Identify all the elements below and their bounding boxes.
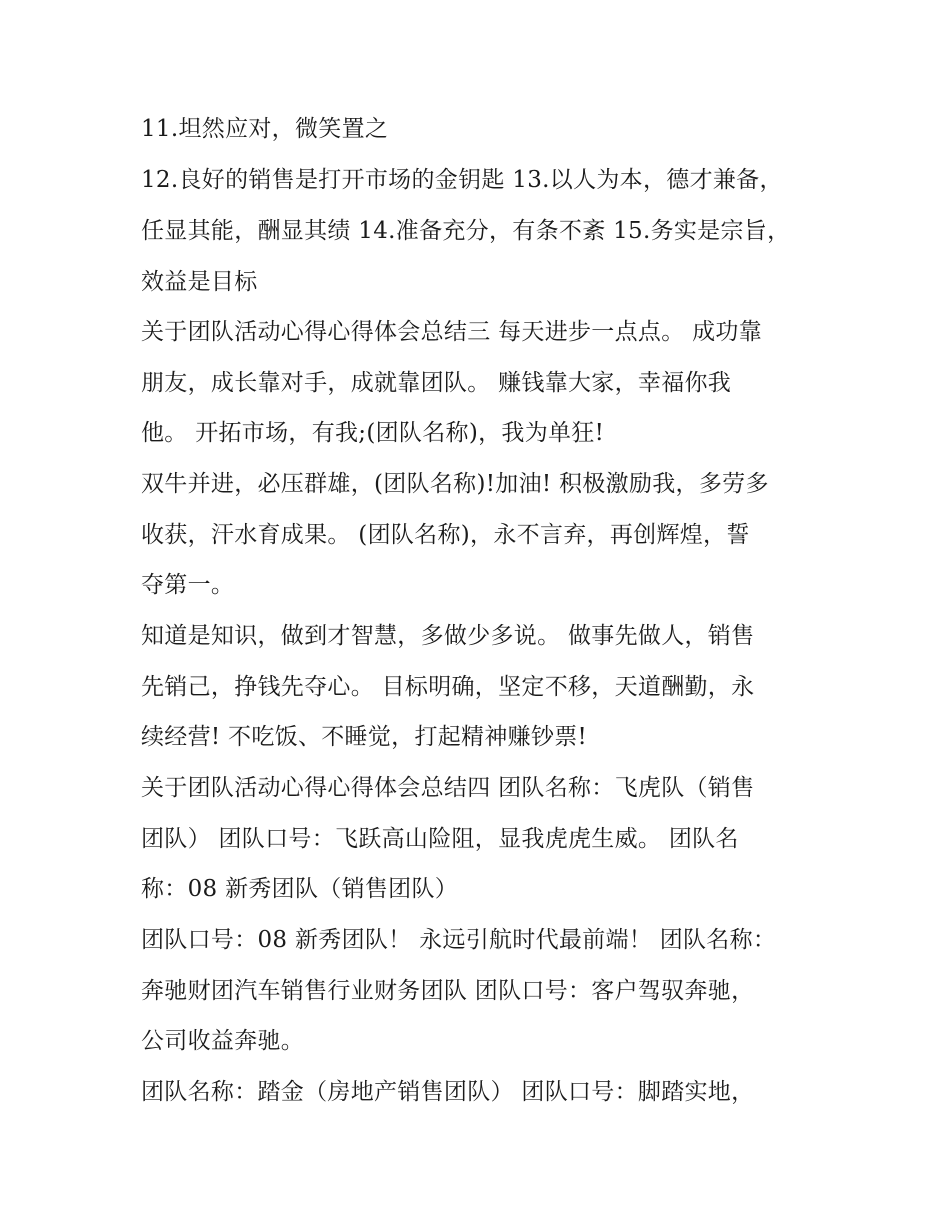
text-line: 任显其能，酬显其绩 14.准备充分，有条不紊 15.务实是宗旨， <box>141 218 791 244</box>
text-line: 11.坦然应对，微笑置之 <box>141 116 389 142</box>
text-line: 他。 开拓市场，有我;(团队名称)，我为单狂! <box>141 420 605 446</box>
text-line: 夺第一。 <box>141 572 235 598</box>
text-line: 朋友，成长靠对手，成就靠团队。 赚钱靠大家，幸福你我 <box>141 370 732 396</box>
text-line: 12.良好的销售是打开市场的金钥匙 13.以人为本，德才兼备， <box>141 167 783 193</box>
text-line: 团队口号：08 新秀团队！ 永远引航时代最前端！ 团队名称： <box>141 927 777 953</box>
text-line: 奔驰财团汽车销售行业财务团队 团队口号：客户驾驭奔驰， <box>141 978 755 1004</box>
text-line: 续经营! 不吃饭、不睡觉，打起精神赚钞票! <box>141 724 588 750</box>
text-line: 效益是目标 <box>141 269 258 295</box>
text-line: 先销己，挣钱先夺心。 目标明确，坚定不移，天道酬勤，永 <box>141 674 755 700</box>
text-line: 收获，汗水育成果。 (团队名称)，永不言弃，再创辉煌，誓 <box>141 522 750 548</box>
text-line: 称：08 新秀团队（销售团队） <box>141 876 459 902</box>
text-line: 双牛并进，必压群雄，(团队名称)!加油! 积极激励我，多劳多 <box>141 471 769 497</box>
text-line: 关于团队活动心得心得体会总结三 每天进步一点点。 成功靠 <box>141 319 763 345</box>
text-line: 知道是知识，做到才智慧，多做少多说。 做事先做人，销售 <box>141 623 755 649</box>
text-line: 团队名称：踏金（房地产销售团队） 团队口号：脚踏实地， <box>141 1079 755 1105</box>
text-line: 团队） 团队口号：飞跃高山险阻，显我虎虎生威。 团队名 <box>141 826 739 852</box>
text-line: 公司收益奔驰。 <box>141 1028 305 1054</box>
text-line: 关于团队活动心得心得体会总结四 团队名称：飞虎队（销售 <box>141 775 755 801</box>
